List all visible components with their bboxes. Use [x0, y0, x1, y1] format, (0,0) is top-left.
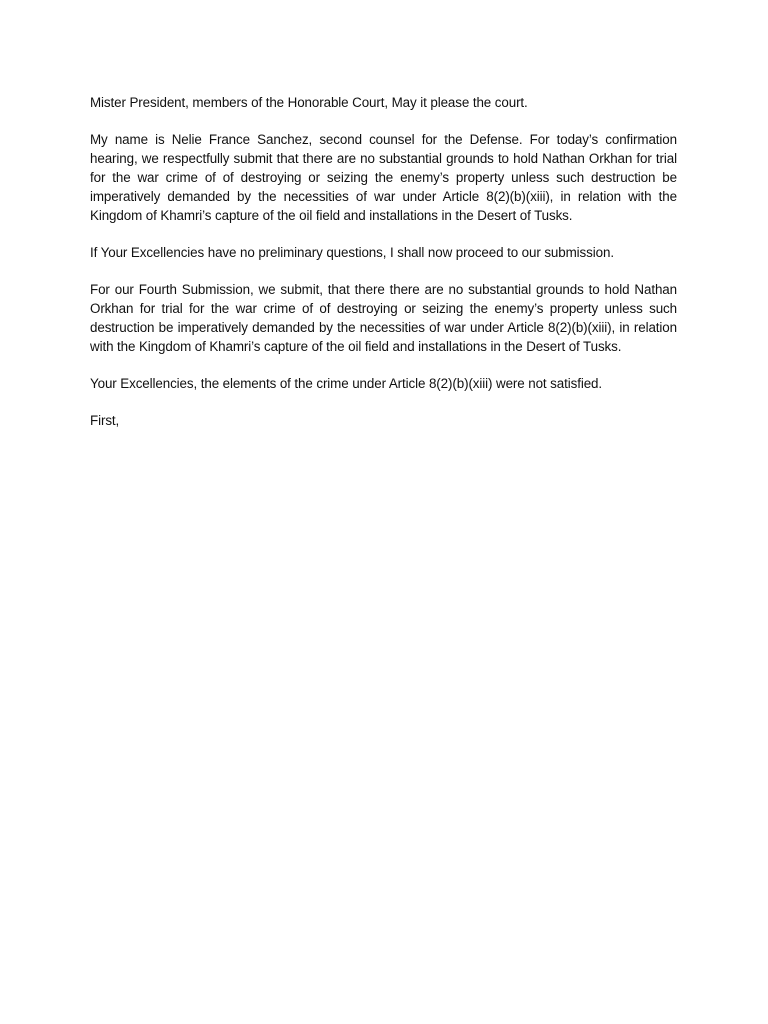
preliminary-questions-paragraph: If Your Excellencies have no preliminary questions, I shall now proceed to our submission.: [90, 245, 614, 260]
document-page: [90, 93, 677, 448]
fourth-submission-paragraph: For our Fourth Submission, we submit, that there there are no substantial grounds to hold Nathan Orkhan for trial for the war crime of of destroying or seizing the enemy’s property unless such destruction be imperatively demanded by the necessities of war under Article 8(2)(b)(xiii), in relation with the Kingdom of Khamri’s capture of the oil field and installations in the Desert of Tusks.: [90, 282, 677, 354]
first-point-paragraph: First,: [90, 413, 120, 428]
elements-paragraph: Your Excellencies, the elements of the crime under Article 8(2)(b)(xiii) were not satisfied.: [90, 376, 603, 391]
introduction-paragraph: My name is Nelie France Sanchez, second counsel for the Defense. For today’s confirmation hearing, we respectfully submit that there are no substantial grounds to hold Nathan Orkhan for trial for the war crime of of destroying or seizing the enemy’s property unless such destruction be imperatively demanded by the necessities of war under Article 8(2)(b)(xiii), in relation with the Kingdom of Khamri’s capture of the oil field and installations in the Desert of Tusks.: [90, 132, 677, 223]
greeting-paragraph: Mister President, members of the Honorable Court, May it please the court.: [90, 95, 528, 110]
